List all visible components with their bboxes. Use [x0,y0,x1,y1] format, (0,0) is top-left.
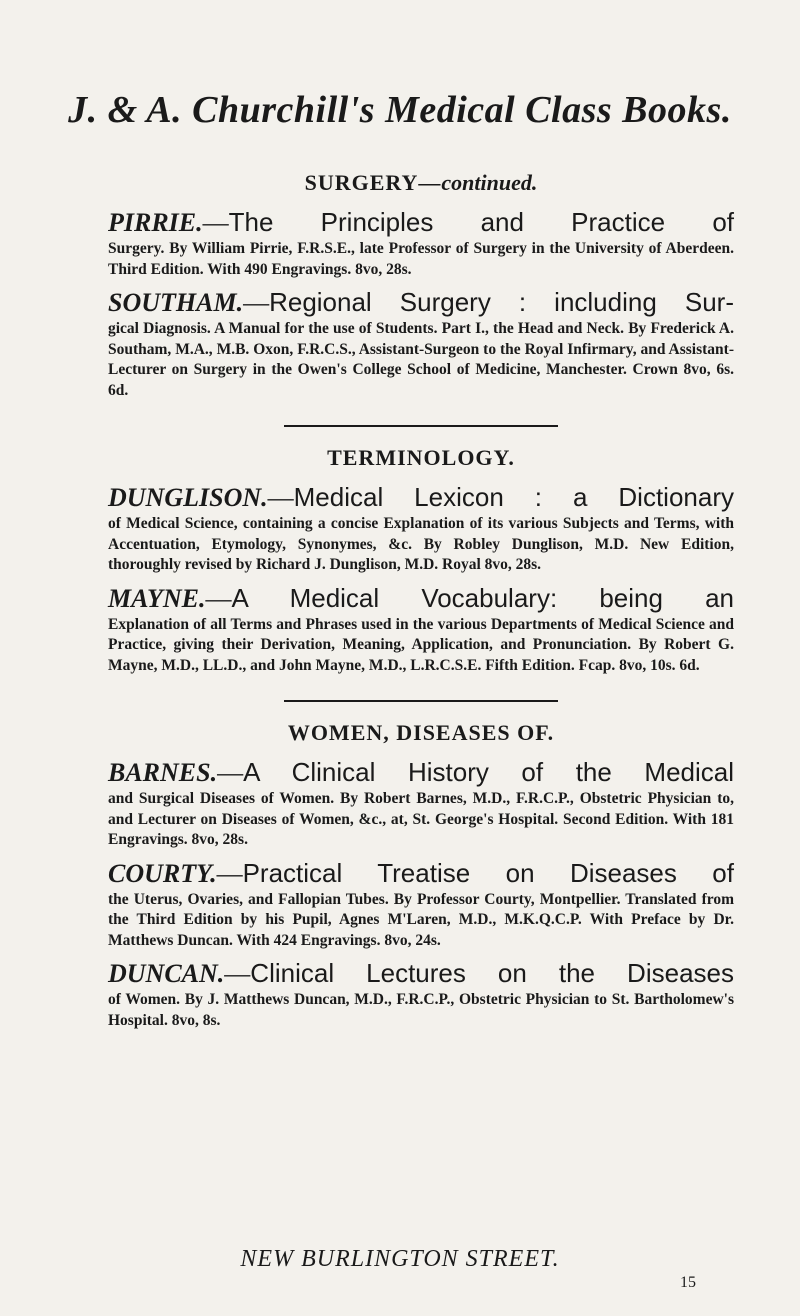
section-heading-text: SURGERY— [304,170,442,195]
section-heading [108,445,734,471]
catalogue-content [108,170,734,1037]
book-title-line [108,481,734,514]
book-entry [108,481,734,576]
book-description: and Surgical Diseases of Women. By Robert Barnes, M.D., F.R.C.P., Obstetric Physician to, and Lecturer on Diseases of Women, &c., at, St. George's Hospital. Second Edition. With 181 Engravings. 8vo, 28s. [108,790,734,848]
book-author: MAYNE. [108,583,206,613]
book-description: gical Diagnosis. A Manual for the use of Students. Part I., the Head and Neck. By Frederick A. Southam, M.A., M.B. Oxon, F.R.C.S., Assistant-Surgeon to the Royal Infirmary, and Assistant-Lecturer on Surgery in the Owen's College School of Medicine, Manchester. Crown 8vo, 6s. 6d. [108,320,734,399]
book-title: Medical Lexicon : a Dictionary [293,482,734,512]
section-women-diseases [108,720,734,1031]
book-entry [108,756,734,851]
section-divider [284,700,558,702]
book-entry [108,857,734,952]
book-description: Surgery. By William Pirrie, F.R.S.E., late Professor of Surgery in the University of Aberdeen. Third Edition. With 490 Engravings. 8vo, 28s. [108,240,734,278]
book-author: DUNCAN. [108,959,225,988]
section-heading [108,720,734,746]
book-author: DUNGLISON. [108,483,268,512]
book-entry [108,206,734,280]
book-description: of Medical Science, containing a concise Explanation of its various Subjects and Terms, with Accentuation, Etymology, Synonymes, &c. By Robley Dunglison, M.D. New Edition, thoroughly revised by Richard J. Dunglison, M.D. Royal 8vo, 28s. [108,515,734,573]
book-entry [108,286,734,401]
page-footer: NEW BURLINGTON STREET. [240,1246,560,1272]
section-heading-suffix: continued. [441,170,538,195]
book-title: Clinical Lectures on the Diseases [250,958,734,988]
book-title: Practical Treatise on Diseases of [242,857,734,888]
book-author: SOUTHAM. [108,288,244,317]
book-title: Regional Surgery : including Sur- [269,287,734,317]
book-author: PIRRIE. [108,208,203,237]
book-title: A Clinical History of the Medical [243,757,734,787]
book-author: BARNES. [108,758,218,787]
title-dash: — [216,858,243,888]
section-divider [284,425,558,427]
title-dash: — [224,959,251,988]
title-dash: — [202,208,229,237]
section-heading-text: TERMINOLOGY. [327,445,515,470]
book-title-line [108,857,734,890]
running-head: J. & A. Churchill's Medical Class Books. [68,89,732,131]
book-title: The Principles and Practice of [228,207,734,237]
book-title-line [108,206,734,239]
book-author: COURTY. [108,858,217,888]
book-title-line [108,756,734,789]
section-heading-text: WOMEN, DISEASES OF. [287,720,555,745]
title-dash: — [205,583,232,613]
book-entry [108,957,734,1031]
section-surgery [108,170,734,401]
book-title: A Medical Vocabulary: being an [231,582,734,613]
section-heading [108,170,734,196]
page-number: 15 [680,1274,696,1291]
book-title-line [108,582,734,615]
title-dash: — [217,758,244,787]
book-title-line [108,286,734,319]
title-dash: — [243,288,270,317]
section-terminology [108,445,734,676]
title-dash: — [267,483,294,512]
book-title-line [108,957,734,990]
book-description: Explanation of all Terms and Phrases used in the various Departments of Medical Science and Practice, giving their Derivation, Meaning, Application, and Pronunciation. By Robert G. Mayne, M.D., LL.D., and John Mayne, M.D., L.R.C.S.E. Fifth Edition. Fcap. 8vo, 10s. 6d. [108,615,734,674]
book-entry [108,582,734,677]
book-description: of Women. By J. Matthews Duncan, M.D., F.R.C.P., Obstetric Physician to St. Bartholomew's Hospital. 8vo, 8s. [108,991,734,1029]
book-description: the Uterus, Ovaries, and Fallopian Tubes. By Professor Courty, Montpellier. Translated from the Third Edition by his Pupil, Agnes M'Laren, M.D., M.K.Q.C.P. With Preface by Dr. Matthews Duncan. With 424 Engravings. 8vo, 24s. [108,890,734,949]
